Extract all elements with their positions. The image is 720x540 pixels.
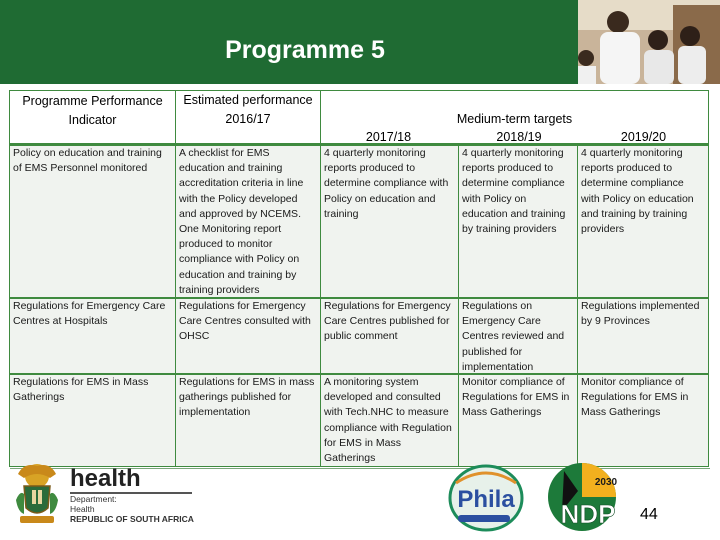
row3-y3: Monitor compliance of Regulations for EMS in Mass Gatherings: [578, 375, 708, 466]
page-number: 44: [640, 506, 658, 523]
row3-y1: A monitoring system developed and consulted with Tech.NHC to measure compliance with Regulation for EMS in Mass Gatherings: [321, 375, 458, 466]
header-medium-term-block: [321, 91, 708, 143]
row2-y2: Regulations on Emergency Care Centres reviewed and published for implementation: [459, 299, 577, 373]
country-name: REPUBLIC OF SOUTH AFRICA: [70, 514, 194, 524]
row3-y2: Monitor compliance of Regulations for EMS in Mass Gatherings: [459, 375, 577, 466]
row3-estimated: Regulations for EMS in mass gatherings published for implementation: [176, 375, 320, 466]
header-estimated: Estimated performance 2016/17: [176, 91, 320, 143]
phila-logo-icon: [446, 463, 526, 533]
header-year-3: 2019/20: [620, 130, 667, 143]
row2-y1: Regulations for Emergency Care Centres published for public comment: [321, 299, 458, 373]
ndp-text: NDP: [560, 499, 616, 529]
ndp-2030-logo-icon: [542, 461, 628, 533]
header-indicator-pad: [10, 131, 175, 143]
row1-y3: 4 quarterly monitoring reports produced to determine compliance with Policy on education and training by training providers: [578, 146, 708, 297]
dept-label: Department:: [70, 494, 117, 504]
phila-text: Phila: [457, 486, 515, 513]
row1-y2: 4 quarterly monitoring reports produced to determine compliance with Policy on education and training by training providers: [459, 146, 577, 297]
dept-name: Health: [70, 504, 95, 514]
header-indicator: Programme Performance Indicator: [10, 91, 175, 131]
ndp-year: 2030: [594, 477, 618, 488]
health-wordmark: health: [70, 465, 141, 492]
children-photo-image: [578, 0, 720, 84]
row3-indicator: Regulations for EMS in Mass Gatherings: [10, 375, 175, 466]
row1-y1: 4 quarterly monitoring reports produced to determine compliance with Policy on education and training: [321, 146, 458, 297]
row1-indicator: Policy on education and training of EMS Personnel monitored: [10, 146, 175, 297]
header-year-1: 2017/18: [365, 130, 412, 143]
header-photo: [578, 0, 720, 84]
performance-table: [9, 90, 709, 467]
row2-estimated: Regulations for Emergency Care Centres consulted with OHSC: [176, 299, 320, 373]
coat-of-arms-icon: [10, 460, 64, 528]
row2-y3: Regulations implemented by 9 Provinces: [578, 299, 708, 373]
row1-estimated: A checklist for EMS education and training accreditation criteria in line with the Policy developed and approved by NCEMS. One Monitoring report produced to monitor compliance with Policy on education and training by training providers: [176, 146, 320, 297]
header-medium-term: Medium-term targets: [456, 112, 573, 126]
page-title: Programme 5: [225, 36, 385, 64]
row2-indicator: Regulations for Emergency Care Centres at Hospitals: [10, 299, 175, 373]
header-year-2: 2018/19: [496, 130, 542, 143]
